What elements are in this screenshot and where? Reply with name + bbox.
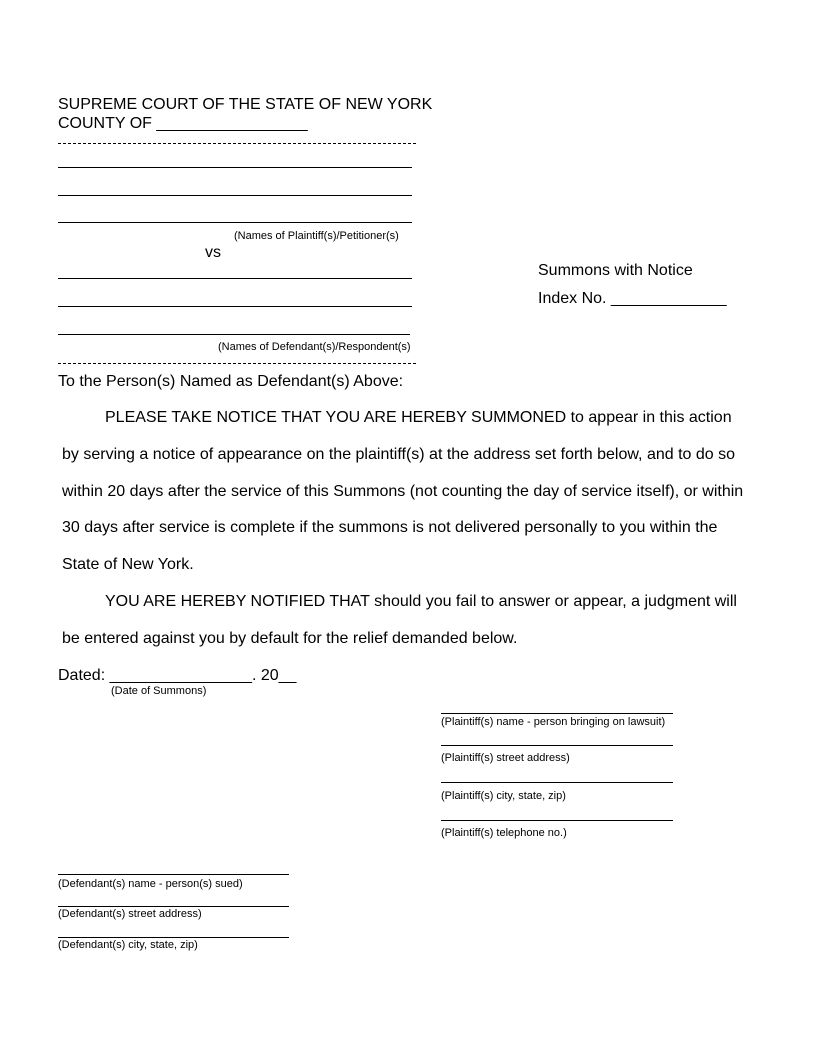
county-line[interactable]: COUNTY OF _________________ (58, 115, 308, 132)
plaintiff-street-field[interactable] (441, 745, 673, 746)
body-line: within 20 days after the service of this Summons (not counting the day of service itself), or within (62, 483, 744, 500)
caption-top-divider (58, 143, 416, 144)
plaintiff-name-line-1[interactable] (58, 167, 412, 168)
defendant-name-field[interactable] (58, 874, 289, 875)
date-of-summons-label: (Date of Summons) (111, 685, 207, 697)
defendants-label: (Names of Defendant(s)/Respondent(s) (218, 341, 411, 353)
defendant-city-field[interactable] (58, 937, 289, 938)
plaintiff-name-field[interactable] (441, 713, 673, 714)
dated-line[interactable]: Dated: ________________. 20__ (58, 667, 297, 684)
body-line: by serving a notice of appearance on the plaintiff(s) at the address set forth below, and to do so (62, 446, 736, 463)
body-line: be entered against you by default for the relief demanded below. (62, 630, 518, 647)
plaintiff-phone-field[interactable] (441, 820, 673, 821)
defendant-name-line-3[interactable] (58, 334, 410, 335)
caption-bottom-divider (58, 363, 416, 364)
defendant-name-line-1[interactable] (58, 278, 412, 279)
plaintiff-name-line-2[interactable] (58, 195, 412, 196)
plaintiff-phone-label: (Plaintiff(s) telephone no.) (441, 827, 567, 839)
plaintiffs-label: (Names of Plaintiff(s)/Petitioner(s) (234, 230, 399, 242)
plaintiff-city-label: (Plaintiff(s) city, state, zip) (441, 790, 566, 802)
body-line: PLEASE TAKE NOTICE THAT YOU ARE HEREBY SUMMONED to appear in this action (105, 409, 732, 426)
court-heading: SUPREME COURT OF THE STATE OF NEW YORK (58, 96, 433, 113)
body-line: YOU ARE HEREBY NOTIFIED THAT should you fail to answer or appear, a judgment will (105, 593, 737, 610)
defendant-name-line-2[interactable] (58, 306, 412, 307)
defendant-name-label: (Defendant(s) name - person(s) sued) (58, 878, 243, 890)
index-number[interactable]: Index No. _____________ (538, 290, 727, 307)
plaintiff-name-label: (Plaintiff(s) name - person bringing on lawsuit) (441, 716, 666, 728)
salutation: To the Person(s) Named as Defendant(s) Above: (58, 373, 404, 390)
defendant-street-field[interactable] (58, 906, 289, 907)
versus-text: vs (205, 244, 221, 261)
plaintiff-name-line-3[interactable] (58, 222, 412, 223)
plaintiff-street-label: (Plaintiff(s) street address) (441, 752, 570, 764)
plaintiff-city-field[interactable] (441, 782, 673, 783)
defendant-street-label: (Defendant(s) street address) (58, 908, 202, 920)
body-line: State of New York. (62, 556, 194, 573)
document-title: Summons with Notice (538, 262, 693, 279)
body-line: 30 days after service is complete if the summons is not delivered personally to you within the (62, 519, 718, 536)
defendant-city-label: (Defendant(s) city, state, zip) (58, 939, 198, 951)
